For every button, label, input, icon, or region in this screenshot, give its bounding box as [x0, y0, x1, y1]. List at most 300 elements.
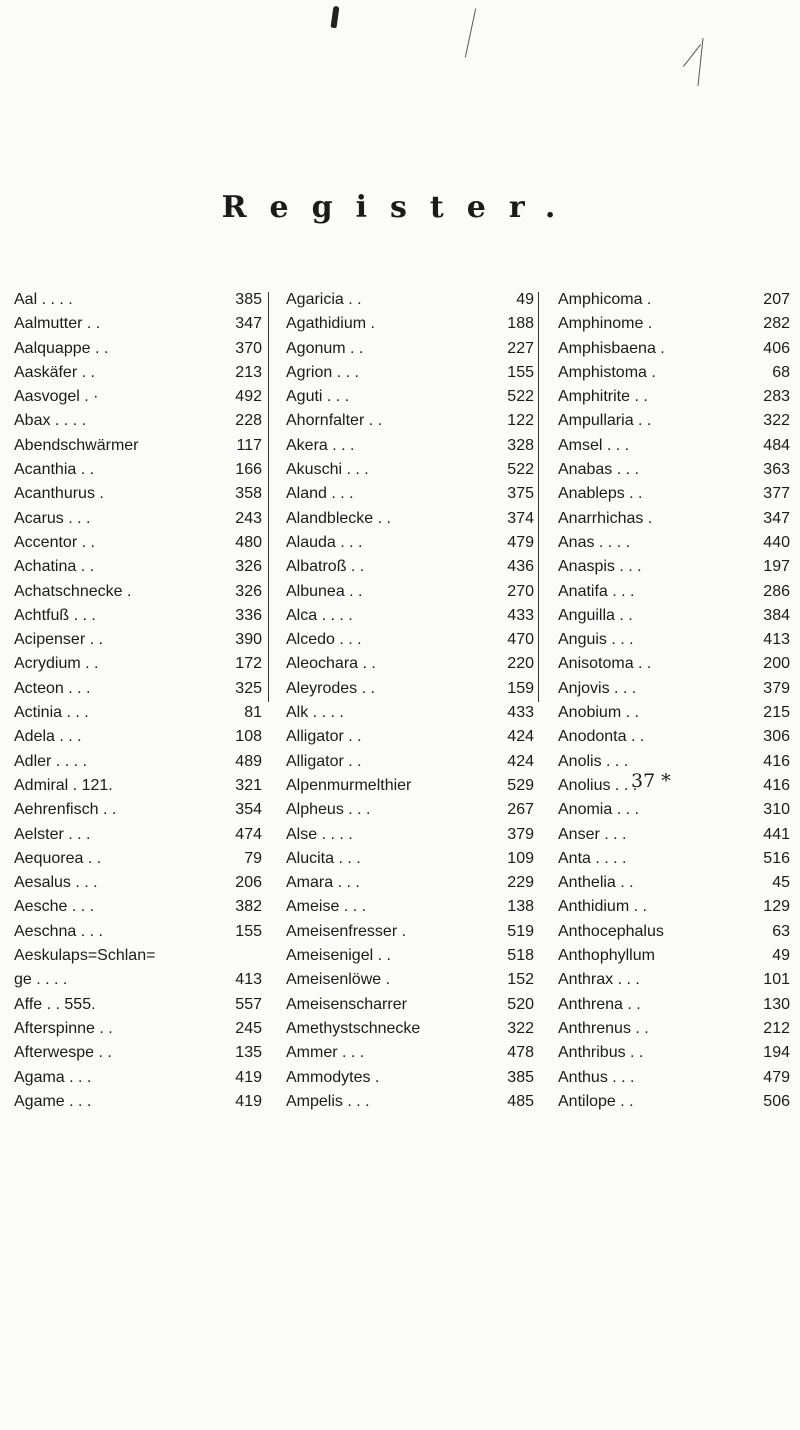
entry-page-number: 172 [235, 655, 262, 673]
entry-page-number: 328 [507, 436, 534, 454]
entry-name: Actinia . . . [14, 704, 89, 722]
index-entry [286, 482, 534, 506]
entry-name: Aehrenfisch . . [14, 801, 117, 819]
entry-page-number: 68 [772, 363, 790, 381]
index-entry [14, 458, 262, 482]
entry-name: Achatina . . [14, 558, 95, 576]
index-entry [14, 993, 262, 1017]
index-entry [14, 482, 262, 506]
entry-page-number: 49 [772, 947, 790, 965]
entry-name: Amphisbaena . [558, 339, 665, 357]
index-entry [14, 701, 262, 725]
index-entry [286, 895, 534, 919]
index-entry [286, 993, 534, 1017]
index-entry [286, 652, 534, 676]
entry-name: Ameisenfresser . [286, 922, 407, 940]
index-entry [286, 555, 534, 579]
entry-name: Aland . . . [286, 485, 354, 503]
entry-page-number: 213 [235, 363, 262, 381]
index-entry [14, 920, 262, 944]
entry-page-number: 519 [507, 922, 534, 940]
index-entry [558, 1090, 790, 1114]
index-entry [14, 944, 262, 968]
index-entry [286, 604, 534, 628]
index-entry [558, 652, 790, 676]
entry-name: Ahornfalter . . [286, 412, 383, 430]
entry-name: Anta . . . . [558, 849, 627, 867]
entry-page-number: 155 [507, 363, 534, 381]
entry-page-number: 529 [507, 776, 534, 794]
entry-name: Acarus . . . [14, 509, 91, 527]
entry-page-number: 283 [763, 388, 790, 406]
entry-name: Alandblecke . . [286, 509, 391, 527]
column-divider [538, 292, 539, 702]
entry-page-number: 49 [516, 291, 534, 308]
entry-name: Aesalus . . . [14, 874, 98, 892]
entry-page-number: 413 [763, 631, 790, 649]
entry-page-number: 215 [763, 704, 790, 722]
index-entry [14, 823, 262, 847]
entry-name: Anguis . . . [558, 631, 634, 649]
index-entry [286, 288, 534, 312]
entry-name: Anthidium . . [558, 898, 647, 916]
entry-name: Alse . . . . [286, 825, 353, 843]
entry-page-number: 155 [235, 922, 262, 940]
entry-page-number: 227 [507, 339, 534, 357]
entry-name: Acipenser . . [14, 631, 103, 649]
entry-page-number: 138 [507, 898, 534, 916]
entry-name: Anthrena . . [558, 995, 641, 1013]
column-divider [268, 292, 269, 702]
entry-name: Alligator . . [286, 728, 362, 746]
entry-page-number: 385 [507, 1068, 534, 1086]
entry-page-number: 117 [236, 436, 262, 454]
entry-name: Anatifa . . . [558, 582, 635, 600]
index-entry [558, 482, 790, 506]
index-entry [558, 409, 790, 433]
index-entry [14, 1066, 262, 1090]
entry-name: Aleochara . . [286, 655, 376, 673]
entry-page-number: 375 [507, 485, 534, 503]
entry-page-number: 321 [235, 776, 262, 794]
entry-page-number: 310 [763, 801, 790, 819]
entry-name: Anthelia . . [558, 874, 634, 892]
index-entry [558, 434, 790, 458]
index-entry [286, 434, 534, 458]
entry-name: Agonum . . [286, 339, 364, 357]
entry-name: Ammodytes . [286, 1068, 380, 1086]
entry-name: Aalmutter . . [14, 315, 101, 333]
index-entry [286, 774, 534, 798]
index-entry [14, 434, 262, 458]
index-entry [14, 580, 262, 604]
index-entry [286, 337, 534, 361]
entry-page-number: 267 [507, 801, 534, 819]
entry-name: Agaricia . . [286, 291, 362, 308]
entry-page-number: 270 [507, 582, 534, 600]
entry-page-number: 385 [235, 291, 262, 308]
index-entry [14, 555, 262, 579]
entry-name: Antilope . . [558, 1092, 634, 1110]
index-entry [14, 968, 262, 992]
index-entry [558, 993, 790, 1017]
index-entry [558, 531, 790, 555]
index-entry [558, 774, 790, 798]
signature-mark: 37 * [631, 770, 671, 792]
index-entry [558, 337, 790, 361]
entry-page-number: 347 [235, 315, 262, 333]
entry-page-number: 413 [235, 971, 262, 989]
index-entry [286, 1041, 534, 1065]
index-entry [558, 920, 790, 944]
index-entry [558, 677, 790, 701]
entry-name: Adela . . . [14, 728, 82, 746]
entry-name: Affe . . 555. [14, 995, 96, 1013]
entry-name: Amphinome . [558, 315, 653, 333]
entry-name: Aalquappe . . [14, 339, 109, 357]
entry-name: Acteon . . . [14, 679, 91, 697]
index-entry [286, 1090, 534, 1114]
index-entry [14, 725, 262, 749]
entry-page-number: 492 [235, 388, 262, 406]
entry-page-number: 212 [763, 1019, 790, 1037]
index-entry [286, 847, 534, 871]
entry-name: Ameise . . . [286, 898, 367, 916]
entry-page-number: 325 [235, 679, 262, 697]
entry-name: Amsel . . . [558, 436, 630, 454]
entry-name: Aeschna . . . [14, 922, 103, 940]
index-entry [286, 531, 534, 555]
entry-name: Anomia . . . [558, 801, 639, 819]
index-entry [558, 968, 790, 992]
index-entry [286, 409, 534, 433]
index-entry [558, 750, 790, 774]
entry-name: Anabas . . . [558, 461, 639, 479]
entry-name: ge . . . . [14, 971, 68, 989]
entry-name: Akuschi . . . [286, 461, 369, 479]
entry-page-number: 286 [763, 582, 790, 600]
entry-page-number: 480 [235, 533, 262, 551]
entry-page-number: 122 [507, 412, 534, 430]
entry-name: Afterwespe . . [14, 1044, 112, 1062]
entry-name: Aeskulaps=Schlan= [14, 947, 156, 965]
entry-page-number: 322 [507, 1019, 534, 1037]
index-column-1 [14, 288, 262, 1114]
entry-page-number: 197 [763, 558, 790, 576]
entry-name: Alpenmurmelthier [286, 776, 412, 794]
entry-page-number: 489 [235, 752, 262, 770]
entry-page-number: 207 [763, 291, 790, 308]
entry-name: Ameisenigel . . [286, 947, 391, 965]
index-entry [558, 507, 790, 531]
entry-name: Amethystschnecke [286, 1019, 421, 1037]
entry-name: Agama . . . [14, 1068, 92, 1086]
ink-blot [330, 6, 339, 29]
entry-page-number: 419 [235, 1068, 262, 1086]
entry-name: Acrydium . . [14, 655, 99, 673]
index-entry [286, 823, 534, 847]
index-entry [14, 871, 262, 895]
index-entry [286, 871, 534, 895]
page-scratch [683, 44, 701, 67]
index-entry [286, 1017, 534, 1041]
index-entry [14, 798, 262, 822]
entry-page-number: 474 [235, 825, 262, 843]
entry-page-number: 433 [507, 606, 534, 624]
entry-name: Anolis . . . [558, 752, 629, 770]
entry-page-number: 370 [235, 339, 262, 357]
index-entry [286, 968, 534, 992]
entry-page-number: 166 [235, 461, 262, 479]
index-entry [14, 1017, 262, 1041]
entry-page-number: 306 [763, 728, 790, 746]
entry-name: Agame . . . [14, 1092, 92, 1110]
index-entry [558, 458, 790, 482]
index-entry [558, 847, 790, 871]
index-entry [558, 580, 790, 604]
entry-page-number: 326 [235, 558, 262, 576]
entry-page-number: 220 [507, 655, 534, 673]
index-entry [558, 725, 790, 749]
index-entry [286, 385, 534, 409]
entry-name: Amphistoma . [558, 363, 656, 381]
entry-name: Anodonta . . [558, 728, 645, 746]
entry-name: Alk . . . . [286, 704, 344, 722]
entry-page-number: 379 [763, 679, 790, 697]
entry-page-number: 358 [235, 485, 262, 503]
entry-page-number: 200 [763, 655, 790, 673]
index-entry [14, 312, 262, 336]
index-entry [14, 604, 262, 628]
index-entry [286, 798, 534, 822]
entry-page-number: 79 [244, 849, 262, 867]
entry-name: Aesche . . . [14, 898, 95, 916]
entry-name: Amphitrite . . [558, 388, 648, 406]
index-entry [14, 288, 262, 312]
entry-name: Aguti . . . [286, 388, 350, 406]
index-entry [14, 507, 262, 531]
index-entry [558, 701, 790, 725]
entry-page-number: 478 [507, 1044, 534, 1062]
entry-name: Ampelis . . . [286, 1092, 370, 1110]
index-entry [558, 895, 790, 919]
index-column-3 [558, 288, 790, 1114]
entry-name: Aleyrodes . . [286, 679, 375, 697]
index-entry [14, 847, 262, 871]
index-entry [14, 361, 262, 385]
entry-name: Admiral . 121. [14, 776, 113, 794]
index-entry [286, 507, 534, 531]
index-entry [286, 361, 534, 385]
entry-page-number: 194 [763, 1044, 790, 1062]
index-entry [558, 385, 790, 409]
entry-page-number: 243 [235, 509, 262, 527]
entry-name: Achtfuß . . . [14, 606, 96, 624]
index-entry [286, 677, 534, 701]
index-entry [558, 1041, 790, 1065]
index-entry [286, 458, 534, 482]
entry-name: Acanthurus . [14, 485, 104, 503]
entry-name: Aequorea . . [14, 849, 102, 867]
entry-name: Amara . . . [286, 874, 360, 892]
entry-name: Anjovis . . . [558, 679, 637, 697]
index-entry [14, 774, 262, 798]
index-entry [14, 652, 262, 676]
entry-page-number: 390 [235, 631, 262, 649]
page-title: Register. [221, 190, 579, 225]
index-entry [558, 871, 790, 895]
entry-page-number: 382 [235, 898, 262, 916]
entry-name: Anthrenus . . [558, 1019, 649, 1037]
entry-name: Anthocephalus [558, 922, 664, 940]
entry-name: Anthribus . . [558, 1044, 644, 1062]
entry-name: Aaskäfer . . [14, 363, 95, 381]
entry-page-number: 45 [772, 874, 790, 892]
index-entry [558, 823, 790, 847]
entry-page-number: 470 [507, 631, 534, 649]
entry-page-number: 479 [507, 533, 534, 551]
entry-name: Ameisenlöwe . [286, 971, 391, 989]
entry-page-number: 557 [235, 995, 262, 1013]
entry-name: Abax . . . . [14, 412, 87, 430]
entry-name: Albunea . . [286, 582, 363, 600]
entry-page-number: 152 [507, 971, 534, 989]
entry-page-number: 129 [763, 898, 790, 916]
entry-name: Anser . . . [558, 825, 627, 843]
entry-page-number: 433 [507, 704, 534, 722]
entry-page-number: 424 [507, 752, 534, 770]
index-entry [558, 1017, 790, 1041]
entry-page-number: 206 [235, 874, 262, 892]
entry-name: Alligator . . [286, 752, 362, 770]
entry-name: Ameisenscharrer [286, 995, 407, 1013]
entry-name: Abendschwärmer [14, 436, 139, 454]
entry-name: Anas . . . . [558, 533, 631, 551]
index-entry [558, 628, 790, 652]
entry-page-number: 440 [763, 533, 790, 551]
entry-name: Anthus . . . [558, 1068, 635, 1086]
entry-page-number: 406 [763, 339, 790, 357]
index-entry [558, 798, 790, 822]
index-entry [558, 1066, 790, 1090]
entry-page-number: 63 [772, 922, 790, 940]
index-column-2 [286, 288, 534, 1114]
index-entry [14, 385, 262, 409]
entry-name: Akera . . . [286, 436, 355, 454]
index-entry [286, 628, 534, 652]
index-entry [14, 409, 262, 433]
entry-page-number: 522 [507, 388, 534, 406]
entry-page-number: 228 [235, 412, 262, 430]
entry-name: Afterspinne . . [14, 1019, 113, 1037]
entry-page-number: 419 [235, 1092, 262, 1110]
index-entry [286, 701, 534, 725]
entry-name: Agathidium . [286, 315, 375, 333]
entry-name: Ammer . . . [286, 1044, 365, 1062]
index-entry [14, 895, 262, 919]
index-entry [286, 750, 534, 774]
entry-page-number: 485 [507, 1092, 534, 1110]
entry-name: Anobium . . [558, 704, 639, 722]
entry-page-number: 484 [763, 436, 790, 454]
entry-page-number: 282 [763, 315, 790, 333]
index-entry [14, 1090, 262, 1114]
entry-page-number: 506 [763, 1092, 790, 1110]
index-entry [14, 750, 262, 774]
entry-name: Alca . . . . [286, 606, 353, 624]
index-entry [558, 312, 790, 336]
entry-page-number: 245 [235, 1019, 262, 1037]
entry-name: Accentor . . [14, 533, 95, 551]
index-entry [558, 361, 790, 385]
index-entry [14, 531, 262, 555]
index-entry [558, 288, 790, 312]
entry-name: Alucita . . . [286, 849, 361, 867]
page-scratch [465, 8, 476, 57]
entry-name: Aasvogel . · [14, 388, 99, 406]
entry-page-number: 363 [763, 461, 790, 479]
entry-name: Anthrax . . . [558, 971, 640, 989]
index-entry [286, 1066, 534, 1090]
entry-page-number: 347 [763, 509, 790, 527]
entry-page-number: 336 [235, 606, 262, 624]
entry-page-number: 416 [763, 752, 790, 770]
entry-page-number: 518 [507, 947, 534, 965]
entry-page-number: 135 [235, 1044, 262, 1062]
entry-name: Anisotoma . . [558, 655, 652, 673]
entry-name: Alcedo . . . [286, 631, 362, 649]
index-entry [558, 604, 790, 628]
entry-name: Amphicoma . [558, 291, 652, 308]
entry-name: Anaspis . . . [558, 558, 642, 576]
entry-page-number: 516 [763, 849, 790, 867]
index-entry [14, 337, 262, 361]
index-entry [286, 725, 534, 749]
entry-page-number: 522 [507, 461, 534, 479]
entry-name: Anableps . . [558, 485, 643, 503]
entry-page-number: 520 [507, 995, 534, 1013]
entry-name: Anthophyllum [558, 947, 655, 965]
entry-name: Achatschnecke . [14, 582, 132, 600]
entry-page-number: 81 [244, 704, 262, 722]
entry-page-number: 374 [507, 509, 534, 527]
entry-page-number: 109 [507, 849, 534, 867]
entry-page-number: 479 [763, 1068, 790, 1086]
entry-name: Alauda . . . [286, 533, 363, 551]
entry-name: Alpheus . . . [286, 801, 371, 819]
entry-page-number: 416 [763, 776, 790, 794]
entry-page-number: 101 [763, 971, 790, 989]
entry-page-number: 130 [763, 995, 790, 1013]
entry-name: Anolius . . . [558, 776, 638, 794]
entry-name: Anguilla . . [558, 606, 633, 624]
entry-page-number: 377 [763, 485, 790, 503]
entry-name: Aal . . . . [14, 291, 73, 308]
index-entry [286, 312, 534, 336]
index-entry [286, 580, 534, 604]
entry-page-number: 322 [763, 412, 790, 430]
entry-page-number: 384 [763, 606, 790, 624]
entry-page-number: 436 [507, 558, 534, 576]
entry-page-number: 441 [763, 825, 790, 843]
entry-name: Anarrhichas . [558, 509, 653, 527]
entry-page-number: 424 [507, 728, 534, 746]
entry-page-number: 188 [507, 315, 534, 333]
entry-page-number: 159 [507, 679, 534, 697]
index-entry [14, 628, 262, 652]
entry-name: Agrion . . . [286, 363, 359, 381]
index-entry [286, 920, 534, 944]
